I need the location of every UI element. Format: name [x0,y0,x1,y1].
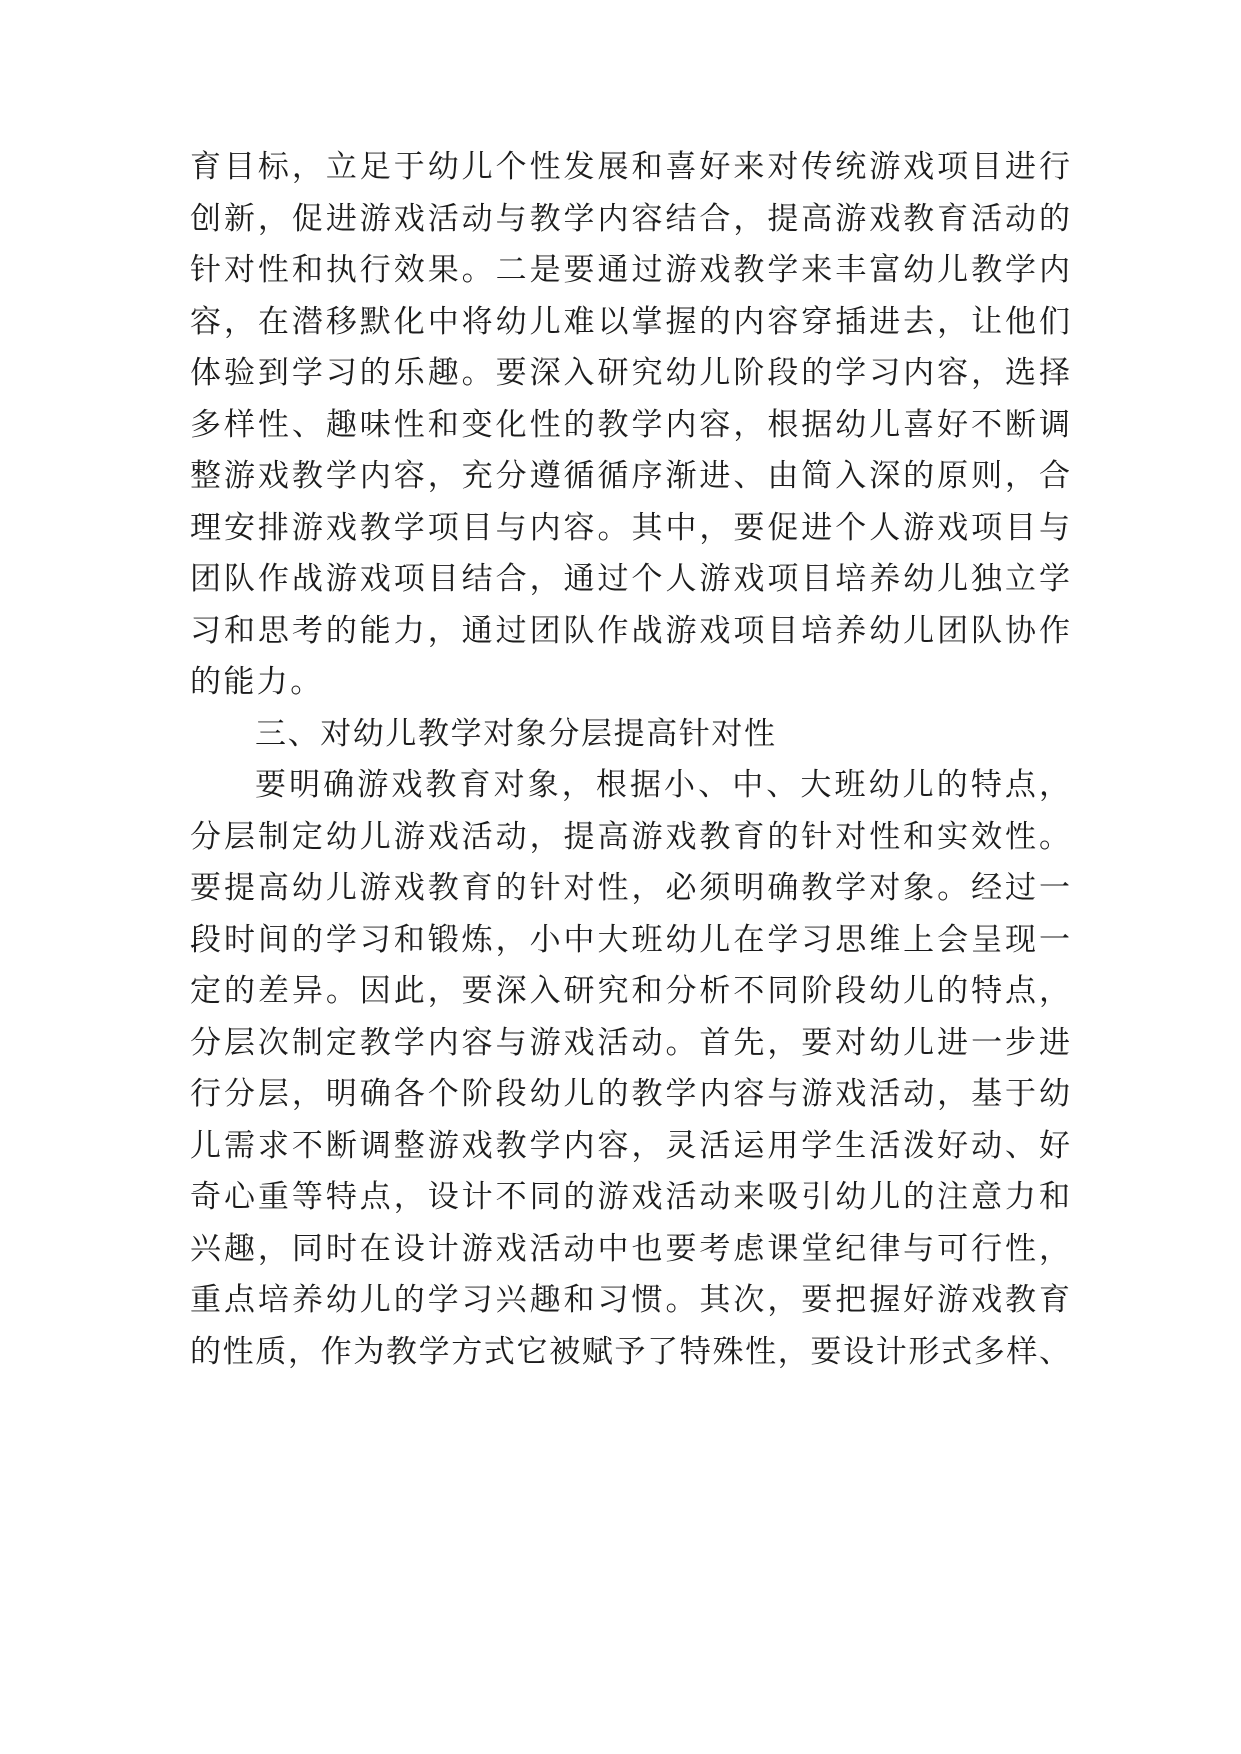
text-line: 育目标，立足于幼儿个性发展和喜好来对传统游戏项目进行 [190,149,1070,185]
text-line: 要明确游戏教育对象，根据小、中、大班幼儿的特点， [255,767,1070,803]
text-line: 多样性、趣味性和变化性的教学内容，根据幼儿喜好不断调 [190,407,1070,443]
text-line: 容，在潜移默化中将幼儿难以掌握的内容穿插进去，让他们 [190,304,1070,340]
text-line: 兴趣，同时在设计游戏活动中也要考虑课堂纪律与可行性， [190,1231,1070,1267]
text-line: 团队作战游戏项目结合，通过个人游戏项目培养幼儿独立学 [190,561,1070,597]
text-line: 奇心重等特点，设计不同的游戏活动来吸引幼儿的注意力和 [190,1179,1070,1215]
text-line: 儿需求不断调整游戏教学内容，灵活运用学生活泼好动、好 [190,1128,1070,1164]
text-line: 定的差异。因此，要深入研究和分析不同阶段幼儿的特点， [190,973,1070,1009]
text-line: 段时间的学习和锻炼，小中大班幼儿在学习思维上会呈现一 [190,922,1070,958]
text-line: 理安排游戏教学项目与内容。其中，要促进个人游戏项目与 [190,510,1070,546]
text-line: 分层次制定教学内容与游戏活动。首先，要对幼儿进一步进 [190,1025,1070,1061]
text-line: 创新，促进游戏活动与教学内容结合，提高游戏教育活动的 [190,201,1070,237]
text-line: 的能力。 [190,664,324,700]
text-line: 体验到学习的乐趣。要深入研究幼儿阶段的学习内容，选择 [190,355,1070,391]
text-line: 针对性和执行效果。二是要通过游戏教学来丰富幼儿教学内 [190,252,1070,288]
text-line: 的性质，作为教学方式它被赋予了特殊性，要设计形式多样、 [190,1334,1070,1370]
text-line: 分层制定幼儿游戏活动，提高游戏教育的针对性和实效性。 [190,819,1070,855]
section-heading: 三、对幼儿教学对象分层提高针对性 [255,716,777,752]
text-line: 整游戏教学内容，充分遵循循序渐进、由简入深的原则，合 [190,458,1070,494]
text-line: 行分层，明确各个阶段幼儿的教学内容与游戏活动，基于幼 [190,1076,1070,1112]
text-line: 要提高幼儿游戏教育的针对性，必须明确教学对象。经过一 [190,870,1070,906]
text-line: 重点培养幼儿的学习兴趣和习惯。其次，要把握好游戏教育 [190,1282,1070,1318]
text-line: 习和思考的能力，通过团队作战游戏项目培养幼儿团队协作 [190,613,1070,649]
